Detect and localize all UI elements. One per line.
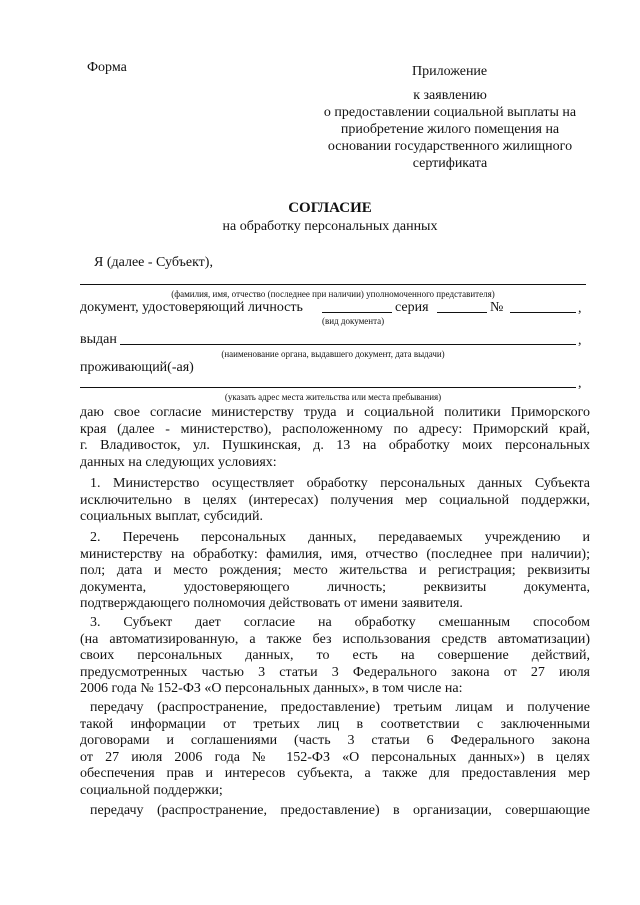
appendix-text	[300, 87, 600, 172]
series-field[interactable]	[437, 312, 487, 313]
comma: ,	[578, 376, 582, 391]
text-line: социальной поддержки;	[80, 782, 223, 798]
appendix-line: основании государственного жилищного	[327, 139, 573, 154]
subject-intro: Я (далее - Субъект),	[94, 255, 213, 270]
paragraph-3	[80, 615, 590, 698]
appendix-title: Приложение	[412, 64, 488, 79]
text-line: 3. Субъект дает согласие на обработку смешанным способом	[90, 615, 590, 630]
issued-label: выдан	[80, 332, 117, 347]
text-line: передачу (распространение, предоставление) в организации, совершающие	[90, 803, 590, 818]
text-line: обеспечения прав и интересов субъекта, а также для предоставления мер	[80, 766, 590, 782]
paragraph-transfer-org	[80, 803, 590, 820]
fio-field[interactable]	[80, 284, 586, 285]
comma: ,	[578, 301, 582, 316]
text-line: пол; дата и место рождения; место жительства и регистрация; реквизиты	[80, 563, 590, 579]
appendix-line: к заявлению	[413, 88, 487, 103]
appendix-line: приобретение жилого помещения на	[340, 122, 560, 137]
text-line: министерству на обработку: фамилия, имя, отчество (последнее при наличии);	[80, 546, 590, 562]
text-line: своих персональных данных, то есть на совершение действий,	[80, 648, 590, 664]
text-line: подтверждающего полномочия действовать от имени заявителя.	[80, 596, 463, 612]
doc-type-field[interactable]	[322, 312, 392, 313]
text-line: предусмотренных частью 3 статьи 3 Федерального закона от 27 июля	[80, 664, 590, 680]
appendix-line: о предоставлении социальной выплаты на	[323, 105, 577, 120]
text-line: (на автоматизированную, а также без использования средств автоматизации)	[80, 631, 590, 647]
number-label: №	[490, 300, 504, 315]
issuer-caption: (наименование органа, выдавшего документ, дата выдачи)	[221, 349, 445, 359]
text-line: г. Владивосток, ул. Пушкинская, д. 13 на обработку моих персональных	[80, 438, 590, 454]
text-line: социальных выплат, субсидий.	[80, 509, 263, 525]
text-line: такой информации от третьих лиц в соответствии с заключенными	[80, 716, 590, 732]
address-caption: (указать адрес места жительства или места пребывания)	[224, 392, 442, 402]
resident-label: проживающий(-ая)	[80, 360, 194, 375]
text-line: 1. Министерство осуществляет обработку персональных данных Субъекта	[90, 476, 590, 491]
text-line: договорами и соглашениями (часть 3 статьи 6 Федерального закона	[80, 733, 590, 749]
number-field[interactable]	[510, 312, 576, 313]
text-line: документа, удостоверяющего личность; реквизиты документа,	[80, 579, 590, 595]
text-line: данных на следующих условиях:	[80, 454, 277, 470]
text-line: даю свое согласие министерству труда и социальной политики Приморского	[80, 405, 590, 420]
series-label: серия	[395, 300, 429, 315]
doc-type-caption: (вид документа)	[322, 316, 385, 326]
address-field[interactable]	[80, 387, 576, 388]
doc-label: документ, удостоверяющий личность	[80, 300, 303, 315]
text-line: 2. Перечень персональных данных, передаваемых учреждению и	[90, 530, 590, 545]
paragraph-1	[80, 476, 590, 526]
document-subtitle: на обработку персональных данных	[222, 219, 438, 234]
paragraph-consent	[80, 405, 590, 471]
document-title: СОГЛАСИЕ	[288, 200, 372, 216]
paragraph-transfer	[80, 700, 590, 800]
form-label: Форма	[87, 60, 127, 75]
paragraph-2	[80, 530, 590, 613]
issued-field[interactable]	[120, 344, 576, 345]
comma: ,	[578, 333, 582, 348]
fio-caption: (фамилия, имя, отчество (последнее при наличии) уполномоченного представителя)	[171, 289, 495, 299]
text-line: 2006 года № 152-ФЗ «О персональных данных», в том числе на:	[80, 681, 463, 697]
appendix-line: сертификата	[412, 156, 488, 171]
text-line: края (далее - министерство), расположенному по адресу: Приморский край,	[80, 421, 590, 437]
text-line: передачу (распространение, предоставление) третьим лицам и получение	[90, 700, 590, 715]
text-line: от 27 июля 2006 года № 152-ФЗ «О персональных данных») в целях	[80, 749, 590, 765]
text-line: исключительно в целях (интересах) получения мер социальной поддержки,	[80, 492, 590, 508]
